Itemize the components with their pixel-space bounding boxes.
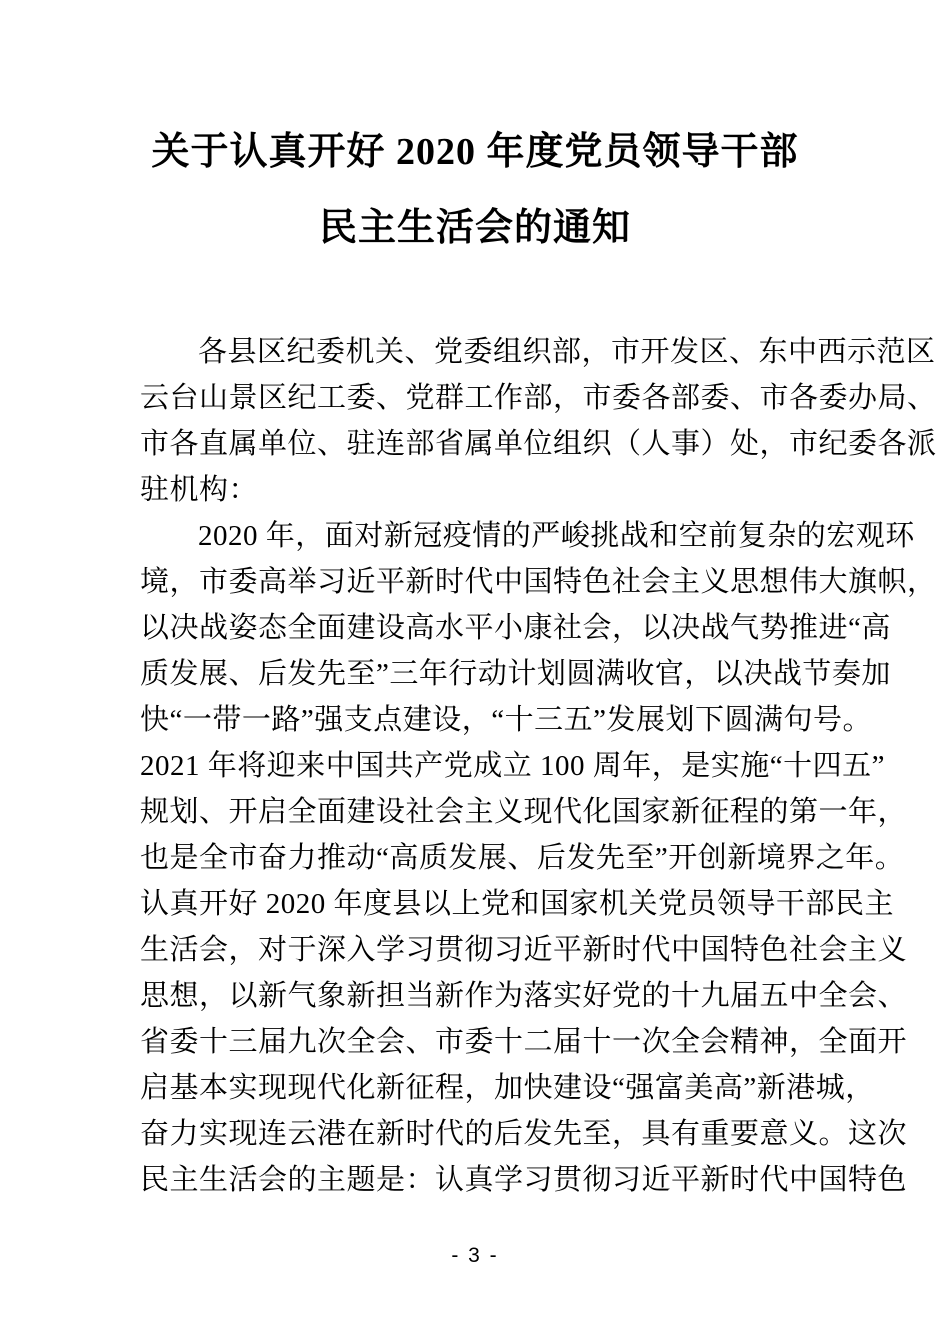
body-line: 民主生活会的主题是：认真学习贯彻习近平新时代中国特色	[140, 1164, 908, 1196]
body-line: 各县区纪委机关、党委组织部，市开发区、东中西示范区	[198, 336, 936, 368]
title-line-1: 关于认真开好 2020 年度党员领导干部	[151, 131, 799, 173]
body-line: 以决战姿态全面建设高水平小康社会，以决战气势推进“高	[140, 612, 891, 644]
body-line: 驻机构：	[140, 474, 259, 506]
body-line: 市各直属单位、驻连部省属单位组织（人事）处，市纪委各派	[140, 428, 937, 460]
body-line: 生活会，对于深入学习贯彻习近平新时代中国特色社会主义	[140, 934, 908, 966]
body-line: 云台山景区纪工委、党群工作部，市委各部委、市各委办局、	[140, 382, 937, 414]
body-line: 2020 年，面对新冠疫情的严峻挑战和空前复杂的宏观环	[198, 520, 915, 552]
body-line: 质发展、后发先至”三年行动计划圆满收官，以决战节奏加	[140, 658, 891, 690]
body-line: 省委十三届九次全会、市委十二届十一次全会精神，全面开	[140, 1026, 908, 1058]
body-line: 境，市委高举习近平新时代中国特色社会主义思想伟大旗帜，	[140, 566, 937, 598]
body-line: 快“一带一路”强支点建设，“十三五”发展划下圆满句号。	[140, 704, 872, 736]
body-line: 也是全市奋力推动“高质发展、后发先至”开创新境界之年。	[140, 842, 905, 874]
body-line: 认真开好 2020 年度县以上党和国家机关党员领导干部民主	[140, 888, 895, 920]
body-line: 规划、开启全面建设社会主义现代化国家新征程的第一年，	[140, 796, 908, 828]
document-title	[0, 114, 950, 266]
body-line: 奋力实现连云港在新时代的后发先至，具有重要意义。这次	[140, 1118, 908, 1150]
page-number: - 3 -	[451, 1244, 499, 1267]
document-body	[140, 329, 937, 1203]
body-line: 思想，以新气象新担当新作为落实好党的十九届五中全会、	[140, 980, 908, 1012]
body-line: 2021 年将迎来中国共产党成立 100 周年，是实施“十四五”	[140, 750, 885, 782]
body-line: 启基本实现现代化新征程，加快建设“强富美高”新港城，	[140, 1072, 875, 1104]
title-line-2: 民主生活会的通知	[318, 207, 631, 249]
